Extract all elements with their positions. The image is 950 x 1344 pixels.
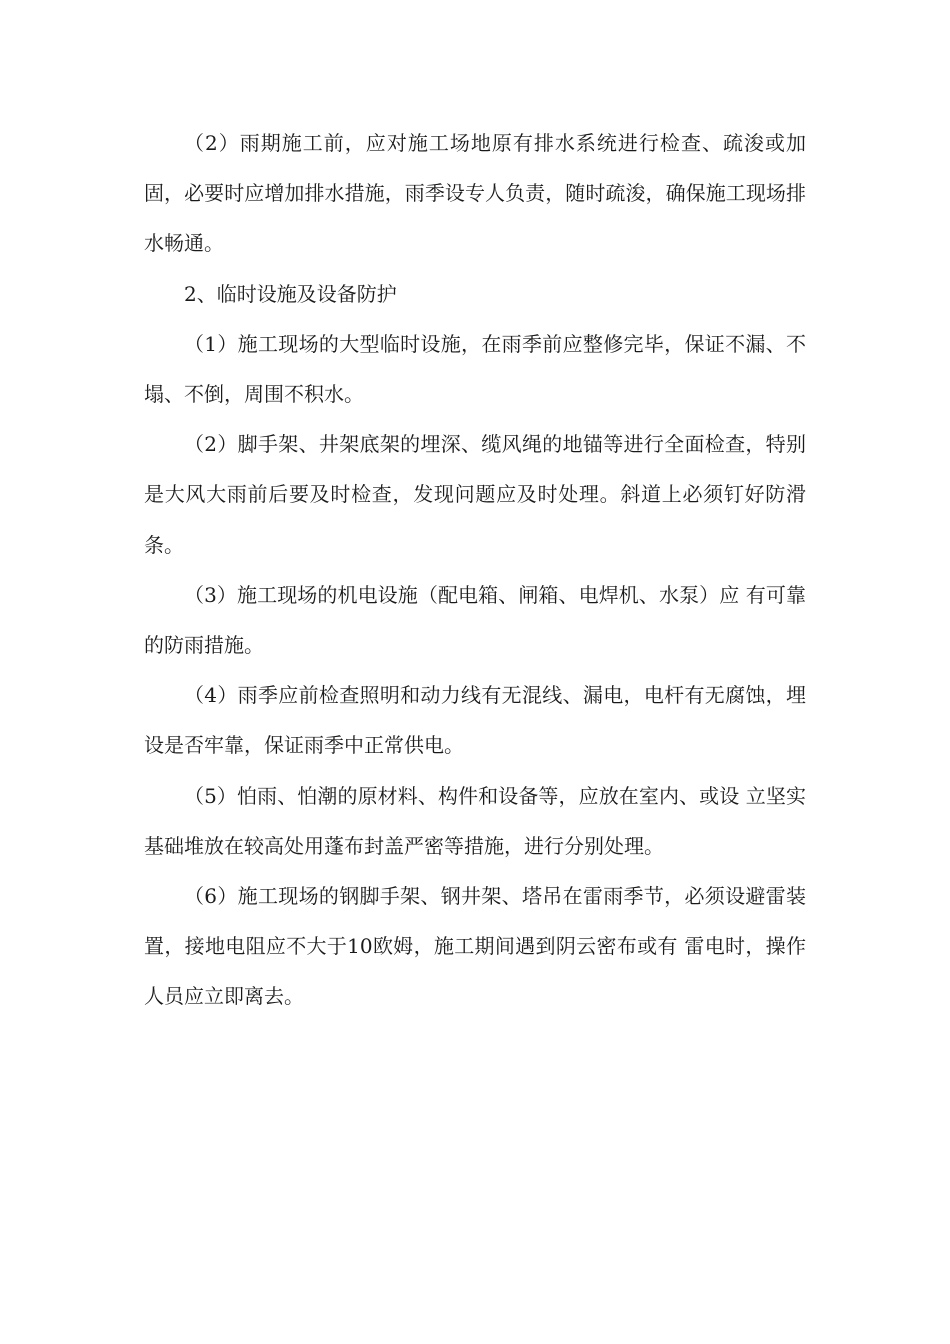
paragraph-large-temporary-facilities: （1）施工现场的大型临时设施，在雨季前应整修完毕，保证不漏、不塌、不倒，周围不积水。 [144,331,806,407]
paragraph-electrical-rain-protection: （3）施工现场的机电设施（配电箱、闸箱、电焊机、水泵）应 有可靠的防雨措施。 [144,582,806,658]
paragraph-scaffold-inspection: （2）脚手架、井架底架的埋深、缆风绳的地锚等进行全面检查，特别是大风大雨前后要及时检查，发现问题应及时处理。斜道上必须钉好防滑条。 [144,432,806,557]
section-heading-temporary-facilities: 2、临时设施及设备防护 [184,281,397,306]
document-body [144,118,806,1022]
paragraph-power-line-check: （4）雨季应前检查照明和动力线有无混线、漏电，电杆有无腐蚀，埋设是否牢靠，保证雨季中正常供电。 [144,683,806,758]
paragraph-material-storage: （5）怕雨、怕潮的原材料、构件和设备等，应放在室内、或设 立坚实基础堆放在较高处用蓬布封盖严密等措施，进行分别处理。 [144,783,806,858]
paragraph-drainage-inspection: （2）雨期施工前，应对施工场地原有排水系统进行检查、疏浚或加固，必要时应增加排水措施，雨季设专人负责，随时疏浚，确保施工现场排水畅通。 [144,131,806,256]
paragraph-lightning-protection: （6）施工现场的钢脚手架、钢井架、塔吊在雷雨季节，必须设避雷装置，接地电阻应不大于10欧姆，施工期间遇到阴云密布或有 雷电时，操作人员应立即离去。 [144,884,806,1009]
